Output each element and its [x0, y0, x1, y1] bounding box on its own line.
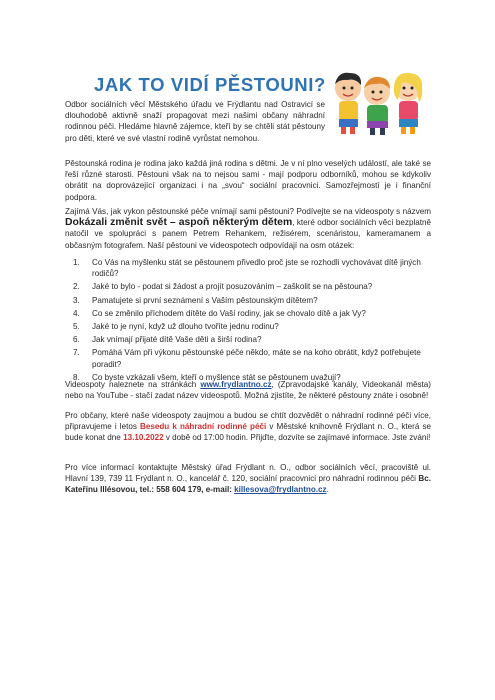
where-to-watch-text: Videospoty naleznete na stránkách: [65, 380, 197, 389]
youtube-text: , (Zpravodajské kanály, Videokanál města) nebo na YouTube - stačí zadat název videospotů. Možná zjistíte, že některé pěstouny znáte i osobně!: [65, 380, 431, 401]
question-number: 1.: [73, 258, 80, 267]
question-number: 8.: [73, 372, 80, 382]
child-right: [394, 73, 422, 134]
question-item: [73, 281, 429, 292]
question-item: [73, 347, 429, 369]
intro-paragraph: Odbor sociálních věcí Městského úřadu ve Frýdlantu nad Ostravicí se dlouhodobě aktivně snaží propagovat mezi našimi občany náhradní rodinnou péči. Hledáme hlavně zájemce, kteří by se chtěli stát pěstouny pro děti, které ve své vlastní rodině vyrůstat nemohou.: [65, 100, 325, 143]
question-item: [73, 295, 429, 306]
invitation-intro-text: Pro občany, které naše videospoty zaujmou a budou se chtít dozvědět o náhradní rodinné péči více, připravujeme i letos: [65, 411, 431, 432]
contact-paragraph: [65, 462, 431, 496]
question-text: Pomáhá Vám při výkonu pěstounské péče někdo, máte se na koho obrátit, když potřebujete poradit?: [92, 348, 421, 369]
event-date: 13.10.2022: [123, 433, 164, 443]
question-number: 6.: [73, 335, 80, 345]
contact-end: .: [326, 485, 329, 495]
child-middle: [364, 77, 390, 135]
contact-person: Bc. Kateřinu Illésovou, tel.: 558 604 179, e-mail:: [65, 474, 431, 495]
event-name: Besedu k náhradní rodinné péči: [140, 422, 267, 432]
question-text: Jak vnímají přijaté dítě Vaše děti a širší rodina?: [92, 335, 262, 345]
question-text: Pamatujete si první seznámení s Vaším pěstounským dítětem?: [92, 295, 318, 305]
question-item: [73, 334, 429, 345]
videospots-intro-text: Zajímá Vás, jak vykon pěstounské péče vnímají sami pěstouni? Podívejte se na videospoty s názvem: [65, 207, 431, 216]
children-illustration: [330, 70, 430, 136]
questions-list: [73, 257, 429, 385]
event-venue-text: v Městské knihovně Frýdlant n. O., která se bude konat dne: [65, 422, 431, 443]
foster-family-paragraph: Pěstounská rodina je rodina jako každá jiná rodina s dětmi. Je v ní plno veselých událostí, ale také se řeší různé starosti. Pěstouni však na to nejsou sami - mají podporu odborníků, mohou se kdykoliv obrátit na doprovázející organizaci i na „svou“ sociální pracovnici. Samozřejmostí je i finanční podpora.: [65, 159, 431, 202]
videospots-description-text: , které odbor sociálních věcí bezplatně natočil ve spolupráci s panem Petrem Rehankem, režisérem, scenáristou, kameramanem a občasným fotografem. Naší pěstouni ve videospotech odpovídají na osm otázek:: [65, 218, 431, 250]
videospot-series-title: Dokázali změnit svět – aspoň některým dětem: [65, 217, 293, 229]
contact-intro-text: Pro více informací kontaktujte Městský úřad Frýdlant n. O., odbor sociálních věcí, pracoviště ul. Hlavní 139, 739 11 Frýdlant n. O., kancelář č. 120, sociální pracovnici pro náhradní rodinnou péči: [65, 463, 431, 484]
question-item: [73, 308, 429, 319]
page-title: JAK TO VIDÍ PĚSTOUNI?: [94, 74, 326, 95]
question-text: Co byste vzkázali všem, kteří o myšlence stát se pěstounem uvažují?: [92, 372, 341, 382]
question-item: [73, 321, 429, 332]
email-link[interactable]: killesova@frydlantno.cz: [234, 485, 327, 495]
question-number: 5.: [73, 322, 80, 332]
question-number: 4.: [73, 308, 80, 318]
question-number: 2.: [73, 282, 80, 292]
question-text: Co Vás na myšlenku stát se pěstounem přivedlo proč jste se rozhodli vychovávat dítě jiných rodičů?: [92, 258, 421, 279]
child-left: [335, 73, 361, 134]
videospots-paragraph: [65, 206, 431, 251]
question-text: Jaké to je nyní, když už dlouho tvoříte jednu rodinu?: [92, 322, 279, 332]
question-text: Jaké to bylo - podat si žádost a projít posuzováním – zaškolit se na pěstouna?: [92, 282, 373, 292]
question-number: 7.: [73, 348, 80, 358]
question-number: 3.: [73, 295, 80, 305]
where-to-watch-paragraph: [65, 379, 431, 401]
question-item: [73, 257, 429, 279]
question-text: Co se změnilo příchodem dítěte do Vaší rodiny, jak se chovalo dítě a jak Vy?: [92, 308, 366, 318]
website-link[interactable]: www.frydlantno.cz: [200, 380, 272, 389]
event-time-text: v době od 17:00 hodin. Přijďte, dozvíte se zajímavé informace. Jste zváni!: [165, 433, 431, 443]
event-invitation-paragraph: [65, 410, 431, 444]
